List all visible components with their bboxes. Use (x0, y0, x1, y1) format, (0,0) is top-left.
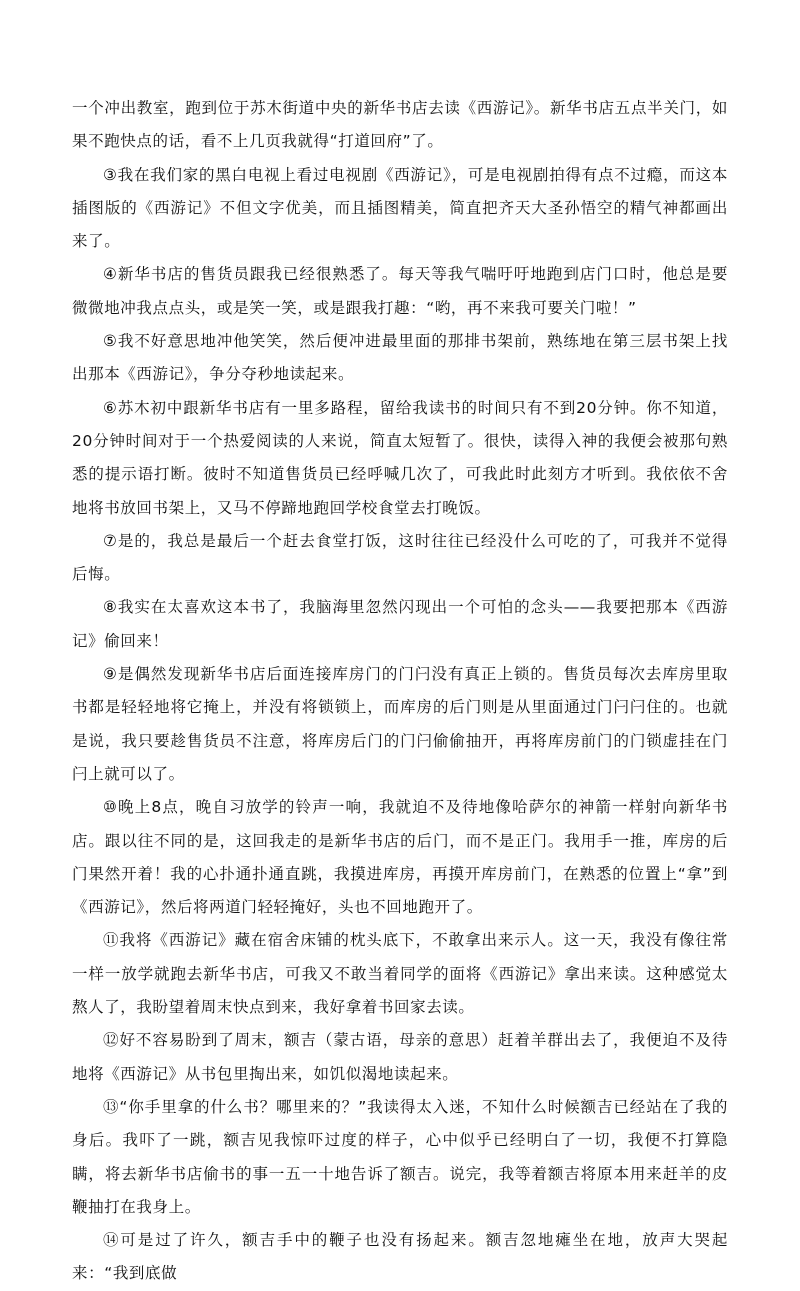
paragraph-10: ⑩晚上8点，晚自习放学的铃声一响，我就迫不及待地像哈萨尔的神箭一样射向新华书店。跟以往不同的是，这回我走的是新华书店的后门，而不是正门。我用手一推，库房的后门果然开着！我的心扑通扑通直跳，我摸进库房，再摸开库房前门，在熟悉的位置上“拿”到《西游记》，然后将两道门轻轻掩好，头也不回地跑开了。 (72, 798, 728, 917)
paragraph-7: ⑦是的，我总是最后一个赶去食堂打饭，这时往往已经没什么可吃的了，可我并不觉得后悔。 (72, 531, 728, 584)
paragraph-11: ⑪我将《西游记》藏在宿舍床铺的枕头底下，不敢拿出来示人。这一天，我没有像往常一样一放学就跑去新华书店，可我又不敢当着同学的面将《西游记》拿出来读。这种感觉太熬人了，我盼望着周末快点到来，我好拿着书回家去读。 (72, 931, 728, 1017)
paragraph-4: ④新华书店的售货员跟我已经很熟悉了。每天等我气喘吁吁地跑到店门口时，他总是要微微地冲我点点头，或是笑一笑，或是跟我打趣：“哟，再不来我可要关门啦！” (72, 265, 728, 317)
paragraph-continued: 一个冲出教室，跑到位于苏木街道中央的新华书店去读《西游记》。新华书店五点半关门，如果不跑快点的话，看不上几页我就得“打道回府”了。 (72, 99, 728, 151)
paragraph-12: ⑫好不容易盼到了周末，额吉（蒙古语，母亲的意思）赶着羊群出去了，我便迫不及待地将《西游记》从书包里掏出来，如饥似渴地读起来。 (72, 1031, 728, 1083)
paragraph-13: ⑬“你手里拿的什么书？哪里来的？”我读得太入迷，不知什么时候额吉已经站在了我的身后。我吓了一跳，额吉见我惊吓过度的样子，心中似乎已经明白了一切，我便不打算隐瞒，将去新华书店偷书的事一五一十地告诉了额吉。说完，我等着额吉将原本用来赶羊的皮鞭抽打在我身上。 (72, 1097, 728, 1216)
paragraph-8: ⑧我实在太喜欢这本书了，我脑海里忽然闪现出一个可怕的念头——我要把那本《西游记》偷回来！ (72, 598, 728, 650)
paragraph-9: ⑨是偶然发现新华书店后面连接库房门的门闩没有真正上锁的。售货员每次去库房里取书都是轻轻地将它掩上，并没有将锁锁上，而库房的后门则是从里面通过门闩闩住的。也就是说，我只要趁售货员不注意，将库房后门的门闩偷偷抽开，再将库房前门的门锁虚挂在门闩上就可以了。 (72, 665, 728, 783)
paragraph-5: ⑤我不好意思地冲他笑笑，然后便冲进最里面的那排书架前，熟练地在第三层书架上找出那本《西游记》，争分夺秒地读起来。 (72, 332, 728, 384)
document-page (72, 92, 728, 1291)
paragraph-3: ③我在我们家的黑白电视上看过电视剧《西游记》，可是电视剧拍得有点不过瘾，而这本插图版的《西游记》不但文字优美，而且插图精美，简直把齐天大圣孙悟空的精气神都画出来了。 (72, 165, 728, 251)
paragraph-6: ⑥苏木初中跟新华书店有一里多路程，留给我读书的时间只有不到20分钟。你不知道，20分钟时间对于一个热爱阅读的人来说，简直太短暂了。很快，读得入神的我便会被那句熟悉的提示语打断。彼时不知道售货员已经呼喊几次了，可我此时此刻方才听到。我依依不舍地将书放回书架上，又马不停蹄地跑回学校食堂去打晚饭。 (72, 398, 728, 517)
paragraph-14: ⑭可是过了许久，额吉手中的鞭子也没有扬起来。额吉忽地瘫坐在地，放声大哭起来：“我到底做 (72, 1231, 728, 1283)
